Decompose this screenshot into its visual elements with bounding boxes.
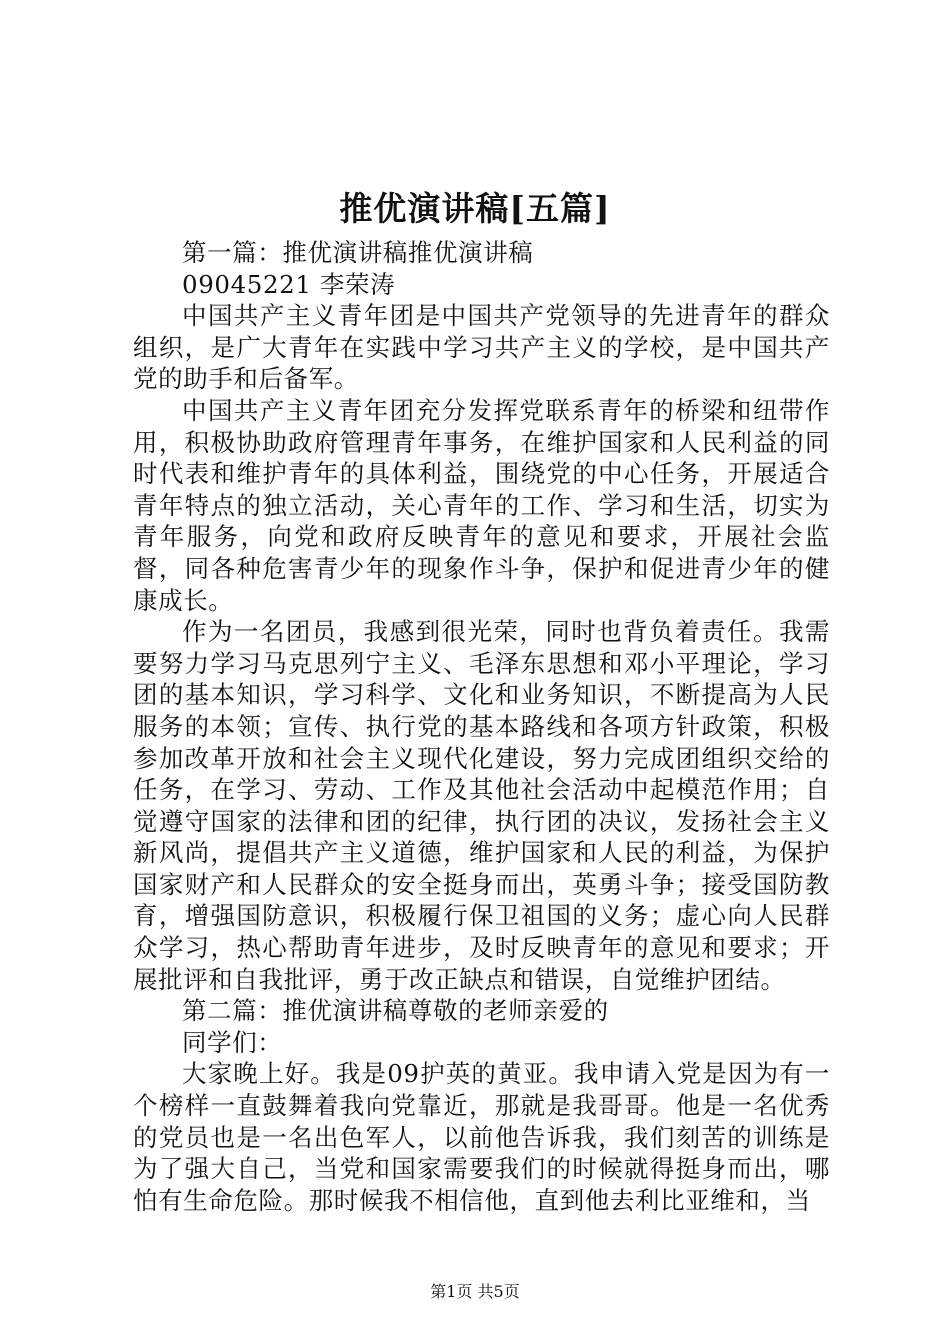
document-body [133,237,830,1216]
page-number-footer: 第1页 共5页 [430,1282,520,1301]
paragraph-heading-2: 第二篇：推优演讲稿尊敬的老师亲爱的 [182,996,609,1026]
paragraph: 中国共产主义青年团是中国共产党领导的先进青年的群众组织，是广大青年在实践中学习共产主义的学校，是中国共产党的助手和后备军。 [133,301,830,394]
paragraph-author: 09045221 李荣涛 [182,269,396,299]
paragraph: 中国共产主义青年团充分发挥党联系青年的桥梁和纽带作用，积极协助政府管理青年事务，在维护国家和人民利益的同时代表和维护青年的具体利益，围绕党的中心任务，开展适合青年特点的独立活动，关心青年的工作、学习和生活，切实为青年服务，向党和政府反映青年的意见和要求，开展社会监督，同各种危害青少年的现象作斗争，保护和促进青少年的健康成长。 [133,395,830,615]
paragraph: 大家晚上好。我是09护英的黄亚。我申请入党是因为有一个榜样一直鼓舞着我向党靠近，那就是我哥哥。他是一名优秀的党员也是一名出色军人，以前他告诉我，我们刻苦的训练是为了强大自己，当党和国家需要我们的时候就得挺身而出，哪怕有生命危险。那时候我不相信他，直到他去利比亚维和，当 [133,1059,830,1215]
paragraph: 作为一名团员，我感到很光荣，同时也背负着责任。我需要努力学习马克思列宁主义、毛泽东思想和邓小平理论，学习团的基本知识，学习科学、文化和业务知识，不断提高为人民服务的本领；宣传、执行党的基本路线和各项方针政策，积极参加改革开放和社会主义现代化建设，努力完成团组织交给的任务，在学习、劳动、工作及其他社会活动中起模范作用；自觉遵守国家的法律和团的纪律，执行团的决议，发扬社会主义新风尚，提倡共产主义道德，维护国家和人民的利益，为保护国家财产和人民群众的安全挺身而出，英勇斗争；接受国防教育，增强国防意识，积极履行保卫祖国的义务；虚心向人民群众学习，热心帮助青年进步，及时反映青年的意见和要求；开展批评和自我批评，勇于改正缺点和错误，自觉维护团结。 [133,617,830,994]
paragraph-heading-1: 第一篇：推优演讲稿推优演讲稿 [182,238,534,267]
paragraph-salutation: 同学们： [182,1027,283,1057]
document-title: 推优演讲稿[五篇] [339,189,611,228]
